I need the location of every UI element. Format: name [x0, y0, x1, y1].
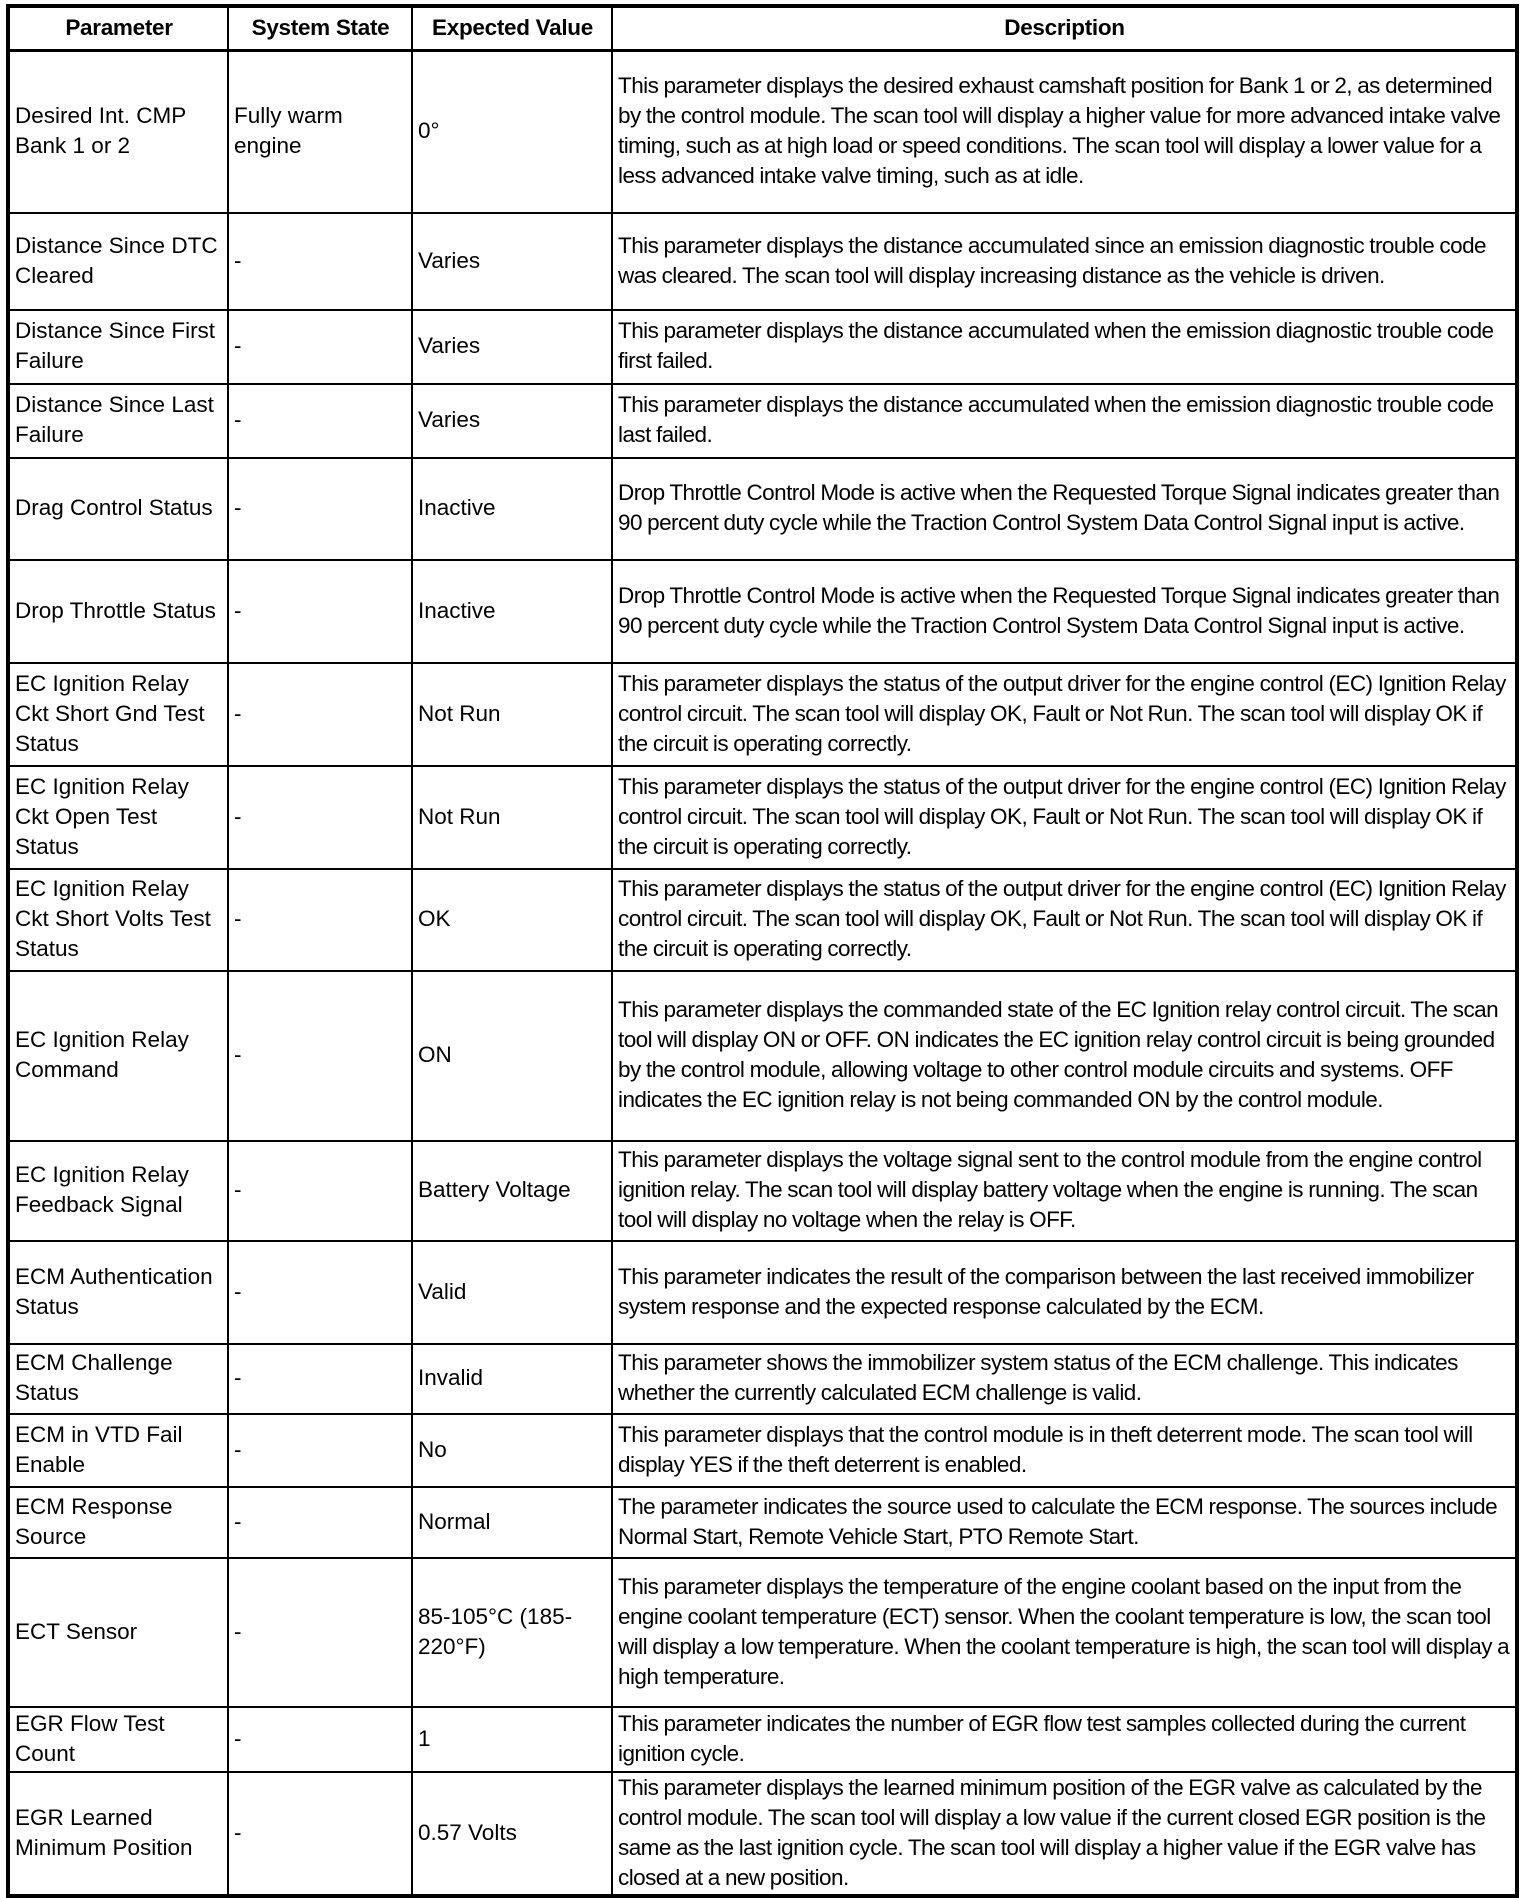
description-cell: This parameter displays the voltage signal sent to the control module from the engine control ignition relay. The scan tool will display battery voltage when the engine is running. The scan tool will display no voltage when the relay is OFF.: [612, 1141, 1517, 1241]
system-state-cell: Fully warm engine: [228, 51, 412, 213]
table-row: [8, 458, 1517, 560]
expected-value-cell: Varies: [412, 213, 612, 310]
description-cell: This parameter displays the temperature of the engine coolant based on the input from the engine coolant temperature (ECT) sensor. When the coolant temperature is low, the scan tool will display a low temperature. When the coolant temperature is high, the scan tool will display a high temperature.: [612, 1558, 1517, 1707]
expected-value-cell: No: [412, 1414, 612, 1487]
description-cell: Drop Throttle Control Mode is active when the Requested Torque Signal indicates greater than 90 percent duty cycle while the Traction Control System Data Control Signal input is active.: [612, 458, 1517, 560]
system-state-cell: -: [228, 1707, 412, 1772]
table-row: [8, 1772, 1517, 1896]
parameter-table: [6, 4, 1519, 1898]
description-cell: Drop Throttle Control Mode is active when the Requested Torque Signal indicates greater than 90 percent duty cycle while the Traction Control System Data Control Signal input is active.: [612, 560, 1517, 663]
table-row: [8, 663, 1517, 766]
parameter-cell: EC Ignition Relay Feedback Signal: [8, 1141, 228, 1241]
system-state-cell: -: [228, 663, 412, 766]
system-state-cell: -: [228, 1558, 412, 1707]
table-row: [8, 1241, 1517, 1344]
description-cell: This parameter shows the immobilizer system status of the ECM challenge. This indicates whether the currently calculated ECM challenge is valid.: [612, 1344, 1517, 1414]
expected-value-cell: Valid: [412, 1241, 612, 1344]
expected-value-cell: Varies: [412, 310, 612, 384]
parameter-cell: EC Ignition Relay Ckt Open Test Status: [8, 766, 228, 869]
system-state-cell: -: [228, 1772, 412, 1896]
system-state-cell: -: [228, 766, 412, 869]
system-state-cell: -: [228, 1141, 412, 1241]
expected-value-cell: Battery Voltage: [412, 1141, 612, 1241]
table-row: [8, 213, 1517, 310]
parameter-cell: EC Ignition Relay Ckt Short Gnd Test Status: [8, 663, 228, 766]
system-state-cell: -: [228, 384, 412, 458]
description-cell: This parameter displays the desired exhaust camshaft position for Bank 1 or 2, as determined by the control module. The scan tool will display a higher value for more advanced intake valve timing, such as at high load or speed conditions. The scan tool will display a lower value for a less advanced intake valve timing, such as at idle.: [612, 51, 1517, 213]
expected-value-cell: Not Run: [412, 663, 612, 766]
system-state-cell: -: [228, 1241, 412, 1344]
table-row: [8, 51, 1517, 213]
parameter-cell: EC Ignition Relay Command: [8, 971, 228, 1141]
expected-value-cell: Varies: [412, 384, 612, 458]
parameter-cell: Drag Control Status: [8, 458, 228, 560]
header-system-state: System State: [228, 6, 412, 51]
description-cell: This parameter displays the status of the output driver for the engine control (EC) Ignition Relay control circuit. The scan tool will display OK, Fault or Not Run. The scan tool will display OK if the circuit is operating correctly.: [612, 766, 1517, 869]
system-state-cell: -: [228, 310, 412, 384]
description-cell: This parameter displays that the control module is in theft deterrent mode. The scan tool will display YES if the theft deterrent is enabled.: [612, 1414, 1517, 1487]
parameter-cell: Distance Since Last Failure: [8, 384, 228, 458]
parameter-cell: ECM in VTD Fail Enable: [8, 1414, 228, 1487]
parameter-cell: Distance Since DTC Cleared: [8, 213, 228, 310]
table-row: [8, 1558, 1517, 1707]
expected-value-cell: 0°: [412, 51, 612, 213]
table-header-row: [8, 6, 1517, 51]
parameter-cell: ECM Response Source: [8, 1487, 228, 1558]
expected-value-cell: ON: [412, 971, 612, 1141]
table-row: [8, 971, 1517, 1141]
table-row: [8, 310, 1517, 384]
description-cell: This parameter displays the status of the output driver for the engine control (EC) Ignition Relay control circuit. The scan tool will display OK, Fault or Not Run. The scan tool will display OK if the circuit is operating correctly.: [612, 663, 1517, 766]
parameter-cell: ECM Challenge Status: [8, 1344, 228, 1414]
table-body: [8, 51, 1517, 1896]
table-row: [8, 1344, 1517, 1414]
expected-value-cell: OK: [412, 869, 612, 971]
parameter-cell: EC Ignition Relay Ckt Short Volts Test Status: [8, 869, 228, 971]
system-state-cell: -: [228, 1344, 412, 1414]
expected-value-cell: Inactive: [412, 458, 612, 560]
table-row: [8, 766, 1517, 869]
parameter-cell: EGR Flow Test Count: [8, 1707, 228, 1772]
header-expected-value: Expected Value: [412, 6, 612, 51]
system-state-cell: -: [228, 971, 412, 1141]
system-state-cell: -: [228, 1414, 412, 1487]
expected-value-cell: Not Run: [412, 766, 612, 869]
description-cell: The parameter indicates the source used to calculate the ECM response. The sources include Normal Start, Remote Vehicle Start, PTO Remote Start.: [612, 1487, 1517, 1558]
table-row: [8, 1487, 1517, 1558]
expected-value-cell: Invalid: [412, 1344, 612, 1414]
parameter-cell: EGR Learned Minimum Position: [8, 1772, 228, 1896]
table-row: [8, 560, 1517, 663]
parameter-cell: Drop Throttle Status: [8, 560, 228, 663]
table-row: [8, 1141, 1517, 1241]
description-cell: This parameter displays the distance accumulated when the emission diagnostic trouble code first failed.: [612, 310, 1517, 384]
expected-value-cell: 1: [412, 1707, 612, 1772]
system-state-cell: -: [228, 869, 412, 971]
system-state-cell: -: [228, 213, 412, 310]
system-state-cell: -: [228, 1487, 412, 1558]
system-state-cell: -: [228, 560, 412, 663]
system-state-cell: -: [228, 458, 412, 560]
expected-value-cell: Inactive: [412, 560, 612, 663]
parameter-cell: Distance Since First Failure: [8, 310, 228, 384]
header-parameter: Parameter: [8, 6, 228, 51]
parameter-cell: ECM Authentication Status: [8, 1241, 228, 1344]
expected-value-cell: 0.57 Volts: [412, 1772, 612, 1896]
expected-value-cell: Normal: [412, 1487, 612, 1558]
description-cell: This parameter displays the distance accumulated since an emission diagnostic trouble code was cleared. The scan tool will display increasing distance as the vehicle is driven.: [612, 213, 1517, 310]
header-description: Description: [612, 6, 1517, 51]
description-cell: This parameter displays the distance accumulated when the emission diagnostic trouble code last failed.: [612, 384, 1517, 458]
table-row: [8, 1707, 1517, 1772]
table-row: [8, 869, 1517, 971]
description-cell: This parameter indicates the number of EGR flow test samples collected during the current ignition cycle.: [612, 1707, 1517, 1772]
description-cell: This parameter displays the learned minimum position of the EGR valve as calculated by the control module. The scan tool will display a low value if the current closed EGR position is the same as the last ignition cycle. The scan tool will display a higher value if the EGR valve has closed at a new position.: [612, 1772, 1517, 1896]
expected-value-cell: 85-105°C (185-220°F): [412, 1558, 612, 1707]
table-row: [8, 384, 1517, 458]
description-cell: This parameter displays the status of the output driver for the engine control (EC) Ignition Relay control circuit. The scan tool will display OK, Fault or Not Run. The scan tool will display OK if the circuit is operating correctly.: [612, 869, 1517, 971]
table-row: [8, 1414, 1517, 1487]
description-cell: This parameter displays the commanded state of the EC Ignition relay control circuit. The scan tool will display ON or OFF. ON indicates the EC ignition relay control circuit is being grounded by the control module, allowing voltage to other control module circuits and systems. OFF indicates the EC ignition relay is not being commanded ON by the control module.: [612, 971, 1517, 1141]
parameter-cell: Desired Int. CMP Bank 1 or 2: [8, 51, 228, 213]
description-cell: This parameter indicates the result of the comparison between the last received immobilizer system response and the expected response calculated by the ECM.: [612, 1241, 1517, 1344]
parameter-cell: ECT Sensor: [8, 1558, 228, 1707]
